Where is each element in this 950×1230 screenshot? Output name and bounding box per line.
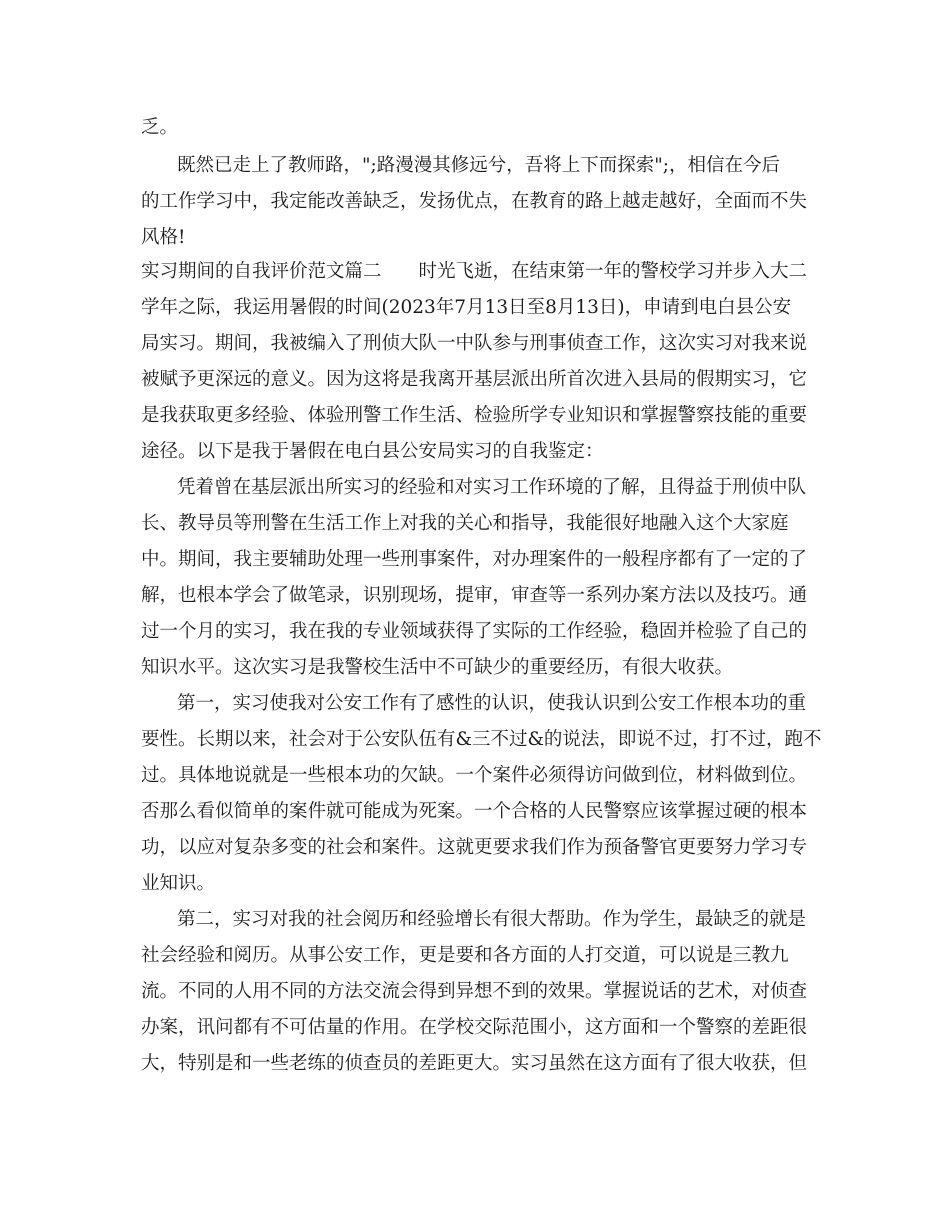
text-line: 社会经验和阅历。从事公安工作，更是要和各方面的人打交道，可以说是三教九 <box>141 945 789 966</box>
text-line: 途径。以下是我于暑假在电白县公安局实习的自我鉴定： <box>141 441 604 462</box>
text-line: 学年之际，我运用暑假的时间(2023年7月13日至8月13日)，申请到电白县公安 <box>141 297 792 318</box>
text-line: 实习期间的自我评价范文篇二 时光飞逝，在结束第一年的警校学习并步入大二 <box>141 261 808 282</box>
text-line: 要性。长期以来，社会对于公安队伍有&三不过&的说法，即说不过，打不过，跑不 <box>141 729 822 750</box>
text-line: 既然已走上了教师路，";路漫漫其修远兮，吾将上下而探索";，相信在今后 <box>177 155 780 176</box>
text-line: 乏。 <box>141 117 179 138</box>
text-line: 风格! <box>141 227 186 248</box>
text-line: 第二，实习对我的社会阅历和经验增长有很大帮助。作为学生，最缺乏的就是 <box>177 909 807 930</box>
text-line: 知识水平。这次实习是我警校生活中不可缺少的重要经历，有很大收获。 <box>141 657 734 678</box>
text-line: 流。不同的人用不同的方法交流会得到异想不到的效果。掌握说话的艺术，对侦查 <box>141 981 808 1002</box>
text-line: 大，特别是和一些老练的侦查员的差距更大。实习虽然在这方面有了很大收获，但 <box>141 1053 808 1074</box>
text-line: 局实习。期间，我被编入了刑侦大队一中队参与刑事侦查工作，这次实习对我来说 <box>141 333 808 354</box>
text-line: 是我获取更多经验、体验刑警工作生活、检验所学专业知识和掌握警察技能的重要 <box>141 405 808 426</box>
text-line: 业知识。 <box>141 873 216 894</box>
text-line: 功，以应对复杂多变的社会和案件。这就更要求我们作为预备警官更要努力学习专 <box>141 837 808 858</box>
text-line: 中。期间，我主要辅助处理一些刑事案件，对办理案件的一般程序都有了一定的了 <box>141 549 808 570</box>
text-line: 解，也根本学会了做笔录，识别现场，提审，审查等一系列办案方法以及技巧。通 <box>141 585 808 606</box>
text-line: 否那么看似简单的案件就可能成为死案。一个合格的人民警察应该掌握过硬的根本 <box>141 801 808 822</box>
text-line: 过一个月的实习，我在我的专业领域获得了实际的工作经验，稳固并检验了自己的 <box>141 621 808 642</box>
text-line: 办案，讯问都有不可估量的作用。在学校交际范围小，这方面和一个警察的差距很 <box>141 1017 808 1038</box>
text-line: 长、教导员等刑警在生活工作上对我的关心和指导，我能很好地融入这个大家庭 <box>141 513 789 534</box>
text-line: 过。具体地说就是一些根本功的欠缺。一个案件必须得访问做到位，材料做到位。 <box>141 765 808 786</box>
text-line: 被赋予更深远的意义。因为这将是我离开基层派出所首次进入县局的假期实习，它 <box>141 369 808 390</box>
text-line: 的工作学习中，我定能改善缺乏，发扬优点，在教育的路上越走越好，全面而不失 <box>141 191 808 212</box>
text-line: 凭着曾在基层派出所实习的经验和对实习工作环境的了解，且得益于刑侦中队 <box>177 477 807 498</box>
text-line: 第一，实习使我对公安工作有了感性的认识，使我认识到公安工作根本功的重 <box>177 693 807 714</box>
